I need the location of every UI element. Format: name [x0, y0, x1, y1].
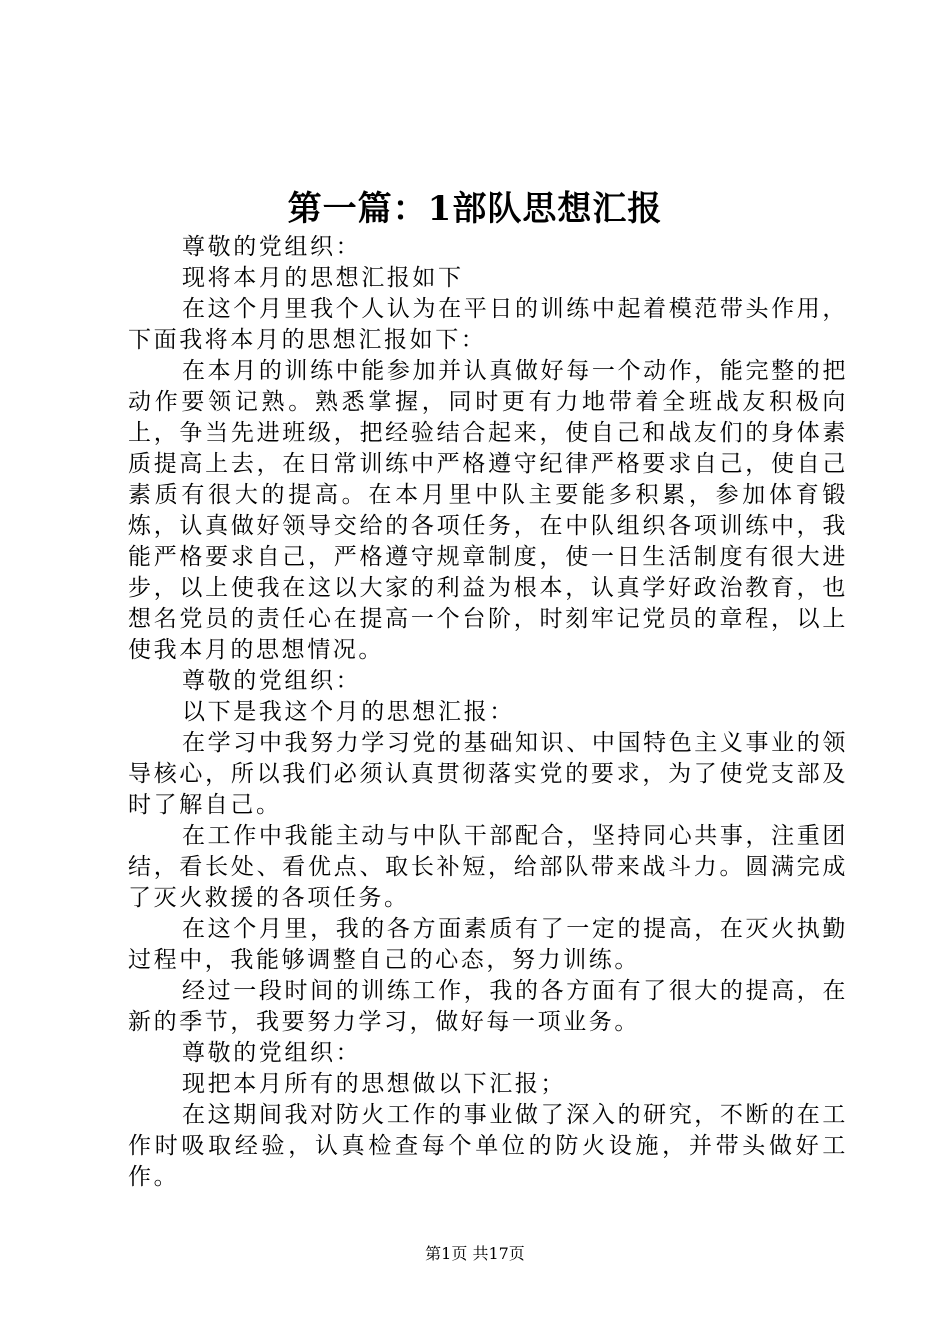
paragraph: 尊敬的党组织： [182, 668, 362, 694]
document-body [128, 232, 848, 1193]
paragraph: 在这个月里我个人认为在平日的训练中起着模范带头作用，下面我将本月的思想汇报如下： [128, 296, 848, 353]
paragraph: 尊敬的党组织： [182, 234, 362, 260]
paragraph: 以下是我这个月的思想汇报： [182, 699, 515, 725]
paragraph: 现把本月所有的思想做以下汇报； [182, 1071, 566, 1097]
paragraph: 现将本月的思想汇报如下 [182, 265, 464, 291]
paragraph: 在这个月里，我的各方面素质有了一定的提高，在灭火执勤过程中，我能够调整自己的心态，努力训练。 [128, 916, 848, 973]
paragraph: 经过一段时间的训练工作，我的各方面有了很大的提高，在新的季节，我要努力学习，做好每一项业务。 [128, 978, 848, 1035]
paragraph: 在本月的训练中能参加并认真做好每一个动作，能完整的把动作要领记熟。熟悉掌握，同时更有力地带着全班战友积极向上，争当先进班级，把经验结合起来，使自己和战友们的身体素质提高上去，在日常训练中严格遵守纪律严格要求自己，使自己素质有很大的提高。在本月里中队主要能多积累，参加体育锻炼，认真做好领导交给的各项任务，在中队组织各项训练中，我能严格要求自己，严格遵守规章制度，使一日生活制度有很大进步，以上使我在这以大家的利益为根本，认真学好政治教育，也想名党员的责任心在提高一个台阶，时刻牢记党员的章程，以上使我本月的思想情况。 [128, 358, 848, 663]
paragraph: 在工作中我能主动与中队干部配合，坚持同心共事，注重团结，看长处、看优点、取长补短，给部队带来战斗力。圆满完成了灭火救援的各项任务。 [128, 823, 848, 911]
paragraph: 尊敬的党组织： [182, 1040, 362, 1066]
page-number-footer: 第1页 共17页 [425, 1244, 525, 1263]
paragraph: 在学习中我努力学习党的基础知识、中国特色主义事业的领导核心，所以我们必须认真贯彻落实党的要求，为了使党支部及时了解自己。 [128, 730, 848, 818]
paragraph: 在这期间我对防火工作的事业做了深入的研究，不断的在工作时吸取经验，认真检查每个单位的防火设施，并带头做好工作。 [128, 1102, 848, 1190]
document-title: 第一篇：1部队思想汇报 [287, 189, 663, 229]
